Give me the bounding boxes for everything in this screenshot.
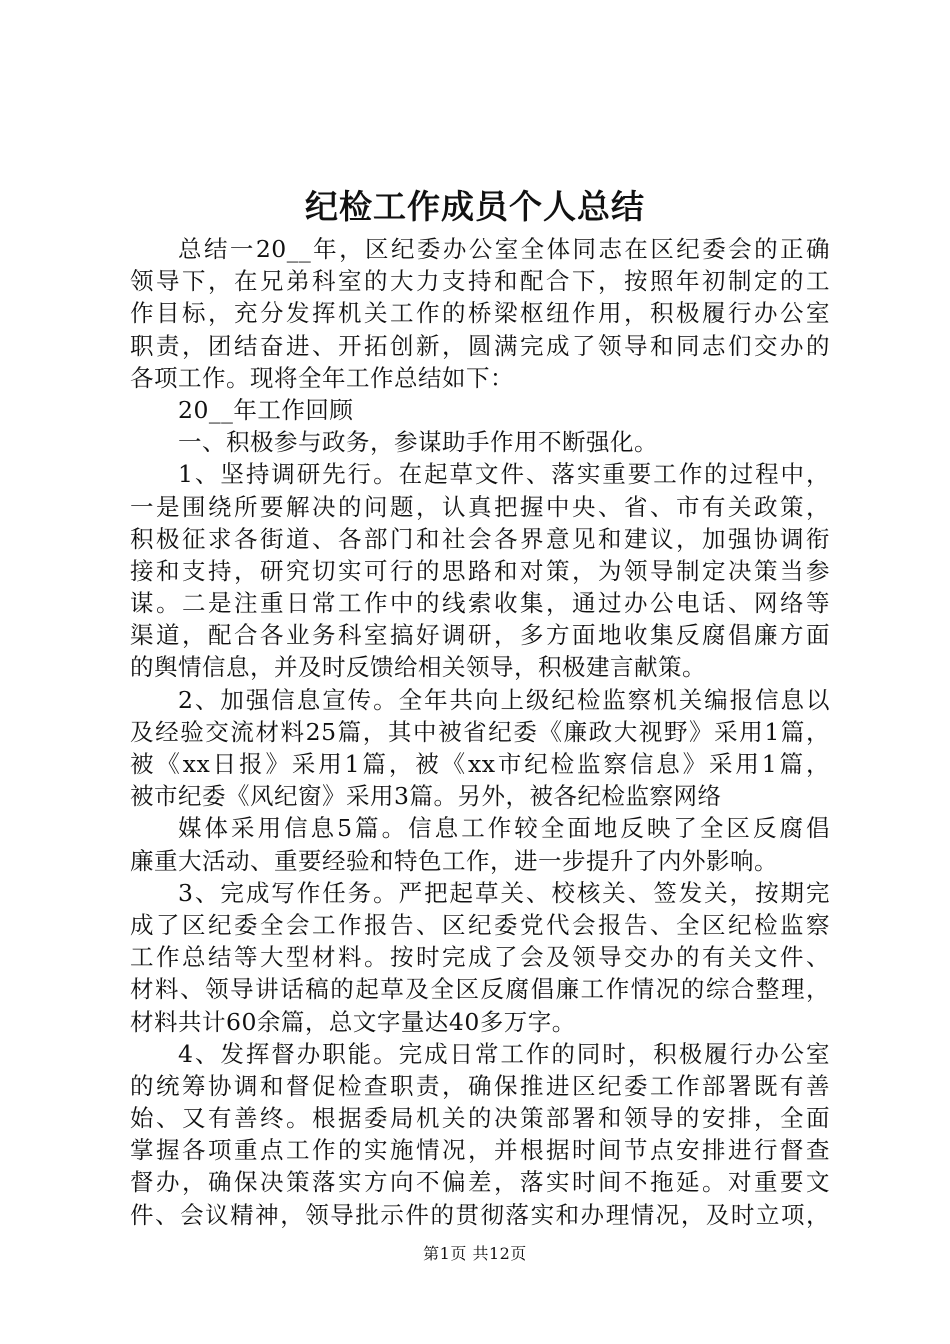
text-line: 材料共计60余篇，总文字量达40多万字。 bbox=[130, 1007, 576, 1036]
text-line: 一、积极参与政务，参谋助手作用不断强化。 bbox=[178, 428, 658, 457]
page-footer: 第1页 共12页 bbox=[423, 1244, 527, 1263]
text-line: 被市纪委《风纪窗》采用3篇。另外，被各纪检监察网络 bbox=[130, 782, 722, 811]
text-line: 总结一20__年，区纪委办公室全体同志在区纪委会的正确 bbox=[178, 235, 830, 263]
text-line: 的统筹协调和督促检查职责，确保推进区纪委工作部署既有善 bbox=[130, 1071, 830, 1100]
text-line: 4、发挥督办职能。完成日常工作的同时，积极履行办公室 bbox=[178, 1039, 830, 1068]
text-line: 工作总结等大型材料。按时完成了会及领导交办的有关文件、 bbox=[130, 943, 830, 972]
text-line: 件、会议精神，领导批示件的贯彻落实和办理情况，及时立项， bbox=[130, 1200, 830, 1229]
text-line: 渠道，配合各业务科室搞好调研，多方面地收集反腐倡廉方面 bbox=[130, 621, 830, 650]
text-line: 职责，团结奋进、开拓创新，圆满完成了领导和同志们交办的 bbox=[130, 331, 830, 360]
text-line: 掌握各项重点工作的实施情况，并根据时间节点安排进行督查 bbox=[130, 1136, 830, 1165]
text-line: 始、又有善终。根据委局机关的决策部署和领导的安排，全面 bbox=[130, 1104, 830, 1133]
text-line: 各项工作。现将全年工作总结如下： bbox=[130, 363, 514, 392]
text-line: 谋。二是注重日常工作中的线索收集，通过办公电话、网络等 bbox=[130, 589, 830, 618]
text-line: 2、加强信息宣传。全年共向上级纪检监察机关编报信息以 bbox=[178, 685, 830, 714]
text-line: 廉重大活动、重要经验和特色工作，进一步提升了内外影响。 bbox=[130, 846, 778, 875]
text-line: 领导下，在兄弟科室的大力支持和配合下，按照年初制定的工 bbox=[130, 267, 830, 296]
text-line: 一是围绕所要解决的问题，认真把握中央、省、市有关政策， bbox=[130, 492, 830, 521]
document-title: 纪检工作成员个人总结 bbox=[305, 187, 645, 226]
text-line: 20__年工作回顾 bbox=[178, 395, 354, 424]
text-line: 积极征求各街道、各部门和社会各界意见和建议，加强协调衔 bbox=[130, 524, 830, 553]
text-line: 材料、领导讲话稿的起草及全区反腐倡廉工作情况的综合整理， bbox=[130, 975, 830, 1004]
text-line: 成了区纪委全会工作报告、区纪委党代会报告、全区纪检监察 bbox=[130, 910, 830, 939]
text-line: 1、坚持调研先行。在起草文件、落实重要工作的过程中， bbox=[178, 460, 830, 489]
text-line: 被《xx日报》采用1篇，被《xx市纪检监察信息》采用1篇， bbox=[130, 750, 830, 778]
text-line: 的舆情信息，并及时反馈给相关领导，积极建言献策。 bbox=[130, 653, 706, 682]
text-line: 及经验交流材料25篇，其中被省纪委《廉政大视野》采用1篇， bbox=[130, 717, 830, 746]
text-line: 督办，确保决策落实方向不偏差，落实时间不拖延。对重要文 bbox=[130, 1168, 830, 1197]
text-line: 媒体采用信息5篇。信息工作较全面地反映了全区反腐倡 bbox=[178, 814, 830, 843]
text-line: 接和支持，研究切实可行的思路和对策，为领导制定决策当参 bbox=[130, 556, 830, 585]
text-line: 作目标，充分发挥机关工作的桥梁枢纽作用，积极履行办公室 bbox=[130, 299, 830, 328]
text-line: 3、完成写作任务。严把起草关、校核关、签发关，按期完 bbox=[178, 878, 830, 907]
document-body bbox=[130, 233, 830, 1231]
